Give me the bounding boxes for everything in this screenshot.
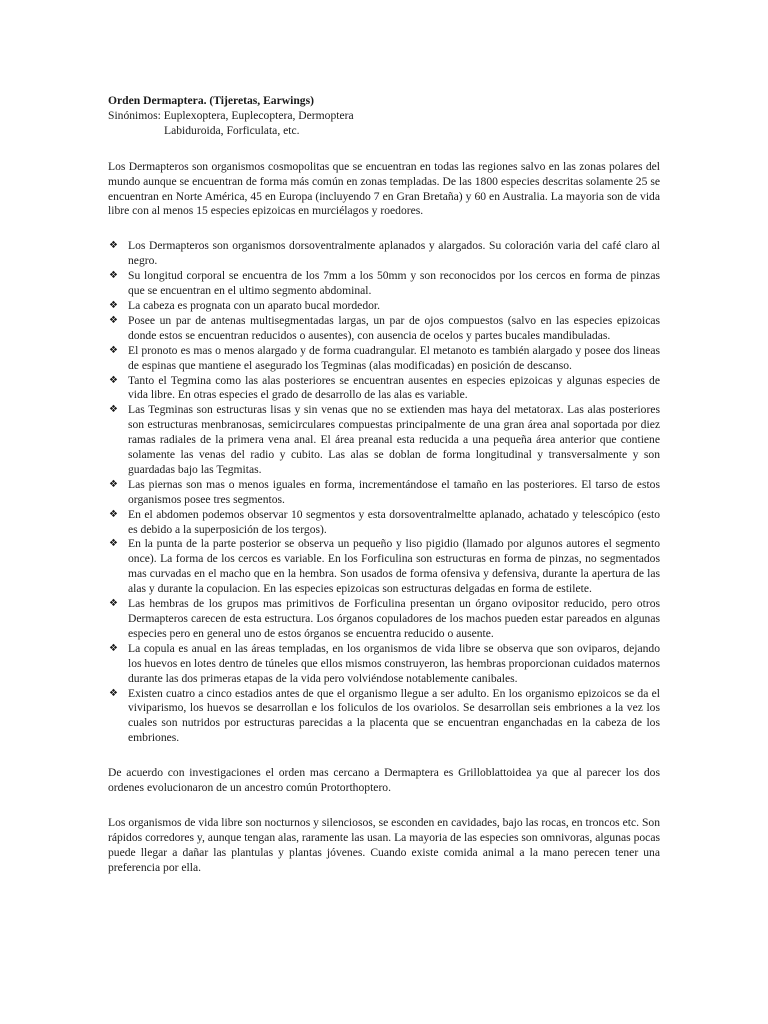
list-item: ❖ Las hembras de los grupos mas primitivos de Forficulina presentan un órgano ovipositor reducido, pero otros Dermapteros carecen de esta estructura. Los órganos copuladores de los machos pueden estar pareados en algunas especies pero en general uno de estos órganos se encuentra reducido o ausente. xyxy=(109,597,660,640)
spacer xyxy=(108,139,660,160)
list-item: ❖ En el abdomen podemos observar 10 segmentos y esta dorsoventralmeltte aplanado, achatado y telescópico (esto es debido a la superposición de los tergos). xyxy=(109,507,660,536)
list-item: ❖ Existen cuatro a cinco estadios antes de que el organismo llegue a ser adulto. En los organismo epizoicos se da el viviparismo, los huevos se desarrollan e los foliculos de los ovariolos. Se desarrollan seis embriones a la vez los cuales son nutridos por estructuras parecidas a la placenta que se encuentran enganchadas en la cabeza de los embriones. xyxy=(109,686,660,745)
spacer xyxy=(108,219,660,239)
diamond-bullet-icon: ❖ xyxy=(109,374,118,386)
document-title: Orden Dermaptera. (Tijeretas, Earwings) xyxy=(108,94,314,107)
diamond-bullet-icon: ❖ xyxy=(109,404,118,416)
diamond-bullet-icon: ❖ xyxy=(109,299,118,311)
list-item: ❖ Posee un par de antenas multisegmentadas largas, un par de ojos compuestos (salvo en las especies epizoicas donde estos se encuentran reducidos o ausentes), con ausencia de ocelos y partes bucales mandibuladas. xyxy=(109,313,660,342)
diamond-bullet-icon: ❖ xyxy=(109,344,118,356)
list-item: ❖ En la punta de la parte posterior se observa un pequeño y liso pigidio (llamado por algunos autores el segmento once). La forma de los cercos es variable. En los Forficulina son estructuras en forma de pinzas, no segmentados mas curvadas en el macho que en la hembra. Son usados de forma ofensiva y defensiva, durante la apertura de las alas y durante la copulacion. En las especies epizoicas son estructuras delgadas en forma de estilete. xyxy=(109,537,660,596)
list-item: ❖ Tanto el Tegmina como las alas posteriores se encuentran ausentes en especies epizoicas y algunas especies de vida libre. En otras especies el grado de desarrollo de las alas es variable. xyxy=(109,373,660,402)
list-item: ❖ La cabeza es prognata con un aparato bucal mordedor. xyxy=(109,298,381,312)
list-item: ❖ La copula es anual en las áreas templadas, en los organismos de vida libre se observa que son oviparos, dejando los huevos en lotes dentro de túneles que ellos mismos construyeron, las hembras proporcionan cuidados maternos durante las dos primeras etapas de la vida pero volviéndose notablemente canibales. xyxy=(109,641,660,685)
diamond-bullet-icon: ❖ xyxy=(109,508,118,520)
spacer xyxy=(108,796,660,816)
diamond-bullet-icon: ❖ xyxy=(109,598,118,610)
list-item: ❖ El pronoto es mas o menos alargado y de forma cuadrangular. El metanoto es también alargado y posee dos lineas de espinas que mantiene el asegurado los Tegminas (alas modificadas) en posición de descanso. xyxy=(109,343,660,372)
phylogeny-paragraph: De acuerdo con investigaciones el orden mas cercano a Dermaptera es Grilloblattoidea ya que al parecer los dos ordenes evolucionaron de un ancestro común Protorthoptero. xyxy=(108,766,660,795)
diamond-bullet-icon: ❖ xyxy=(109,270,118,282)
list-item: ❖ Los Dermapteros son organismos dorsoventralmente aplanados y alargados. Su coloración varia del café claro al negro. xyxy=(109,239,660,268)
spacer xyxy=(108,746,660,766)
synonyms-line-continued: Labiduroida, Forficulata, etc. xyxy=(164,123,300,137)
intro-paragraph: Los Dermapteros son organismos cosmopolitas que se encuentran en todas las regiones salvo en las zonas polares del mundo aunque se encuentran de forma más común en zonas templadas. De las 1800 especies descritas solamente 25 se encuentran en Norte América, 45 en Europa (incluyendo 7 en Gran Bretaña) y 60 en Australia. La mayoria son de vida libre con al menos 15 especies epizoicas en murciélagos y roedores. xyxy=(108,159,660,218)
diamond-bullet-icon: ❖ xyxy=(109,687,118,699)
behavior-paragraph: Los organismos de vida libre son nocturnos y silenciosos, se esconden en cavidades, bajo las rocas, en troncos etc. Son rápidos corredores y, aunque tengan alas, raramente las usan. La mayoria de las especies son omnivoras, algunas pocas puede llegar a dañar las plantulas y plantas jóvenes. Cuando existe comida animal a la mano perecen tener una preferencia por ella. xyxy=(108,815,660,874)
list-item: ❖ Las Tegminas son estructuras lisas y sin venas que no se extienden mas haya del metatorax. Las alas posteriores son estructuras menbranosas, semicirculares compuestas principalmente de una gran área anal soportada por diez ramas radiales de la primera vena anal. El área preanal esta reducida a una pequeña área anterior que contiene solamente las venas del radio y cubito. Las alas se doblan de forma longitudinal y transversalmente y son guardadas bajo las Tegmitas. xyxy=(109,403,660,476)
synonyms-line: Sinónimos: Euplexoptera, Euplecoptera, Dermoptera xyxy=(108,108,354,122)
diamond-bullet-icon: ❖ xyxy=(109,314,118,326)
list-item: ❖ Su longitud corporal se encuentra de los 7mm a los 50mm y son reconocidos por los cercos en forma de pinzas que se encuentran en el ultimo segmento abdominal. xyxy=(109,269,660,298)
diamond-bullet-icon: ❖ xyxy=(109,538,118,550)
characteristics-list xyxy=(108,239,660,746)
diamond-bullet-icon: ❖ xyxy=(109,240,118,252)
list-item: ❖ Las piernas son mas o menos iguales en forma, incrementándose el tamaño en las posteriores. El tarso de estos organismos posee tres segmentos. xyxy=(109,477,660,506)
diamond-bullet-icon: ❖ xyxy=(109,642,118,654)
diamond-bullet-icon: ❖ xyxy=(109,478,118,490)
